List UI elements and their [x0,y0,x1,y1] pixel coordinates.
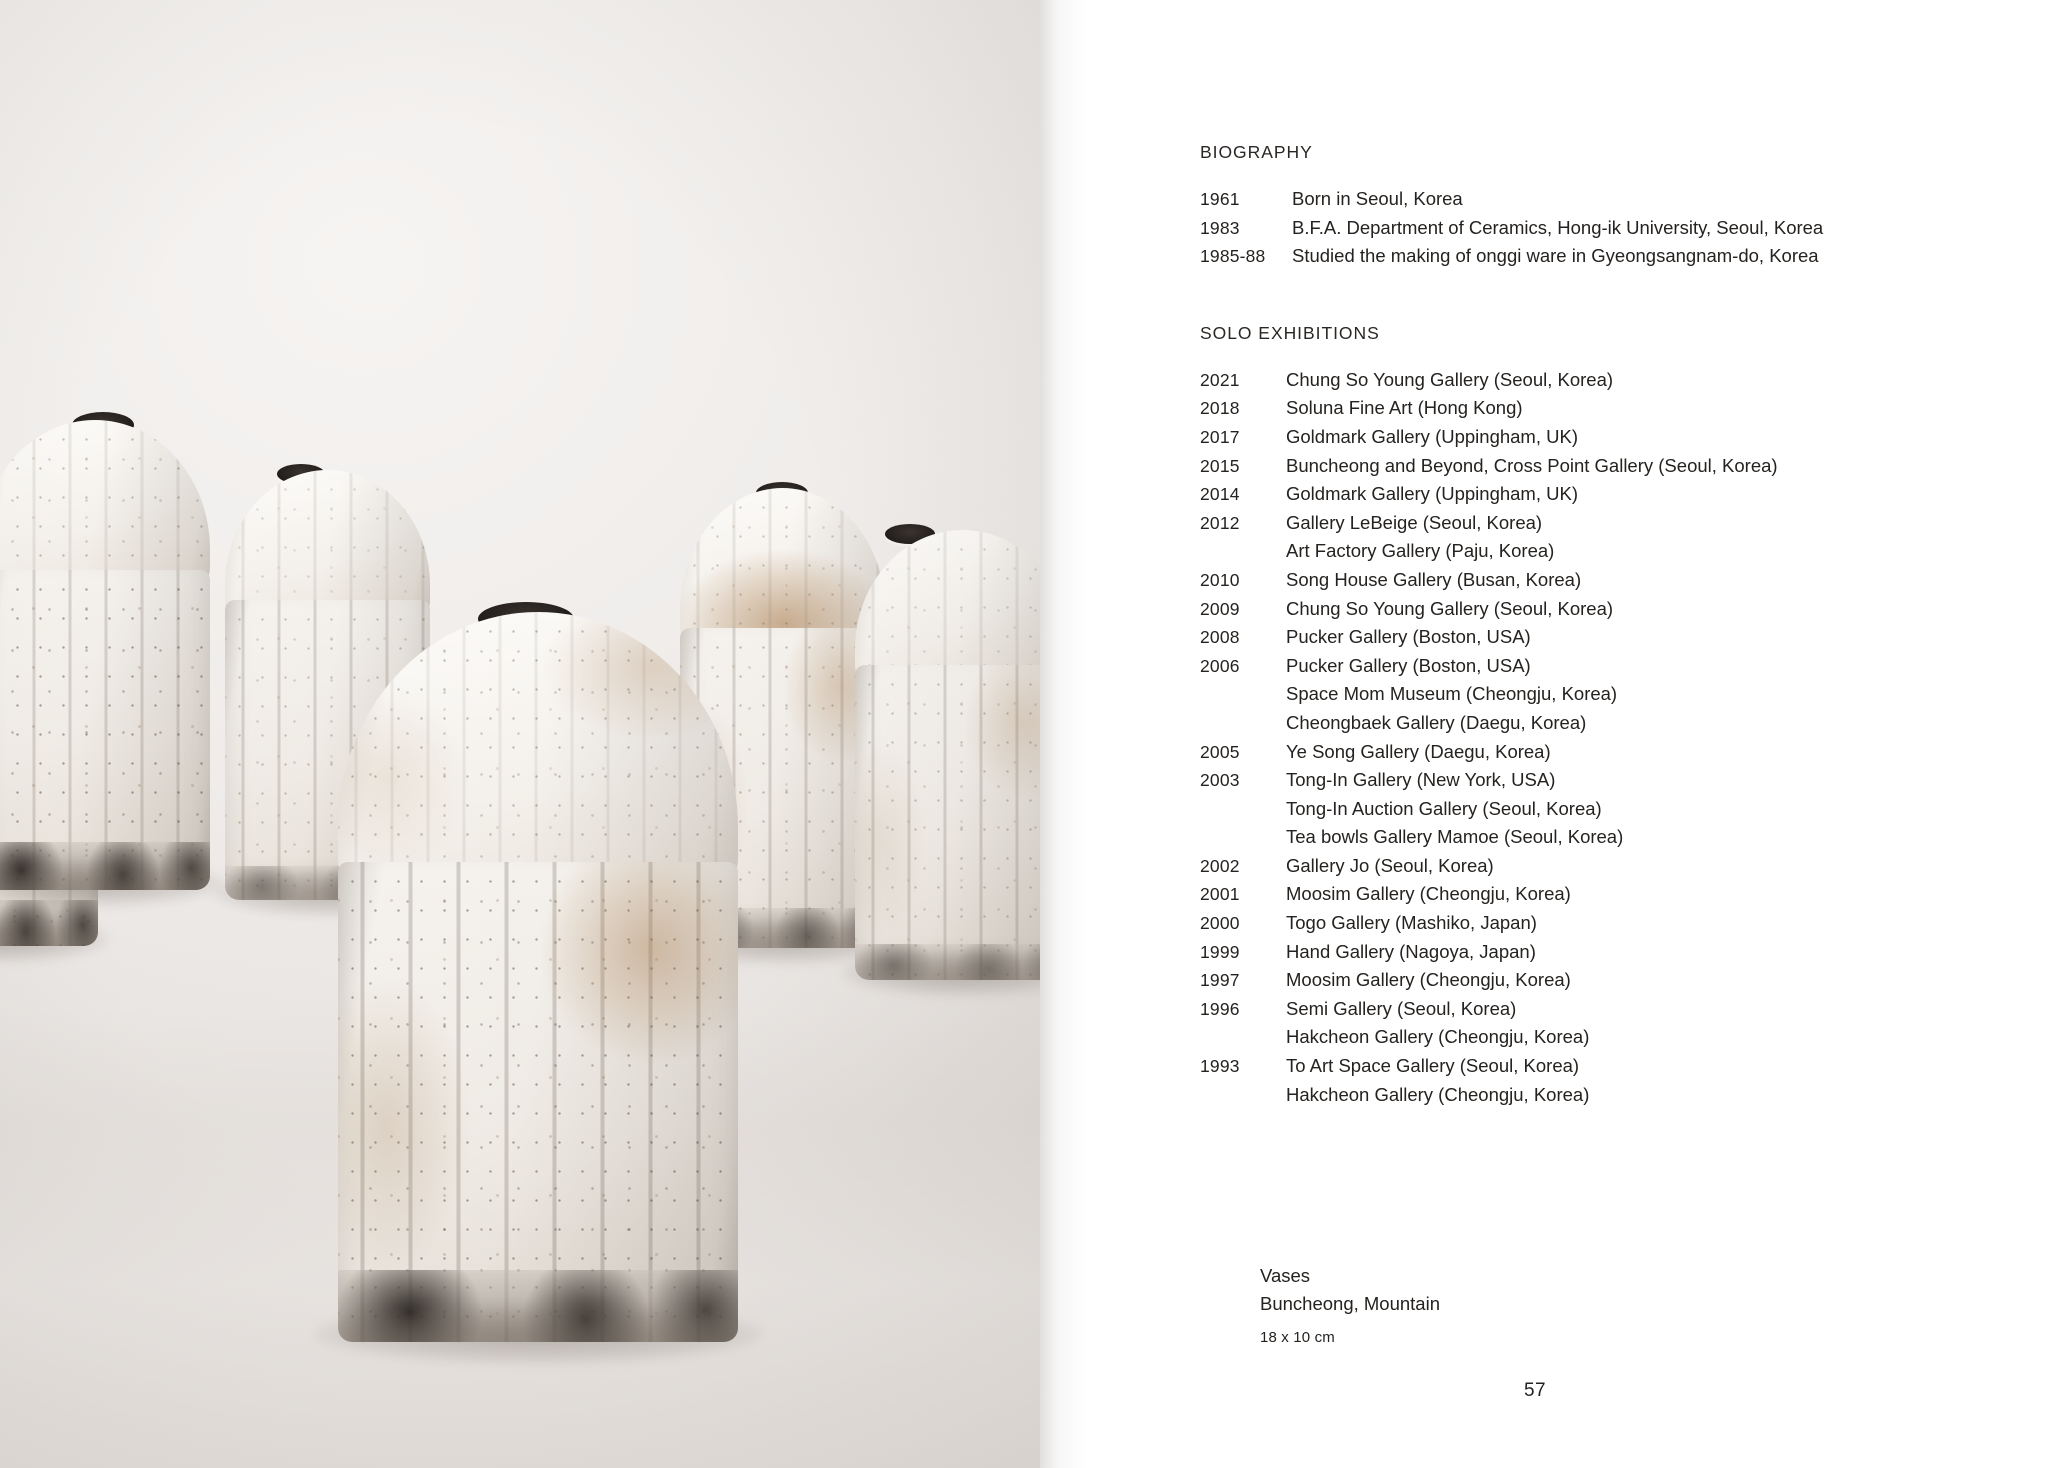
entry-text: Cheongbaek Gallery (Daegu, Korea) [1286,711,1587,733]
entry-year: 1996 [1200,998,1240,1019]
entry-year: 2009 [1200,598,1240,619]
list-item [1200,938,1960,967]
list-item [1200,366,1960,395]
entry-year: 2008 [1200,627,1240,648]
list-item [1200,185,1960,214]
entry-text: Goldmark Gallery (Uppingham, UK) [1286,425,1578,447]
entry-text: Born in Seoul, Korea [1292,188,1463,209]
biography-list [1200,185,1960,271]
entry-text: Moosim Gallery (Cheongju, Korea) [1286,883,1571,905]
list-item [1200,709,1960,738]
entry-text: B.F.A. Department of Ceramics, Hong-ik University, Seoul, Korea [1292,216,1824,238]
list-item [1200,652,1960,681]
list-item [1200,1052,1960,1081]
list-item [1200,595,1960,624]
list-item [1200,452,1960,481]
entry-year: 2000 [1200,913,1240,934]
list-item [1200,623,1960,652]
vase-iron-blush [855,665,1040,980]
entry-text: Space Mom Museum (Cheongju, Korea) [1286,683,1618,705]
entry-text: Tea bowls Gallery Mamoe (Seoul, Korea) [1286,826,1624,848]
vase-body [338,862,738,1342]
solo-exhibitions-heading: SOLO EXHIBITIONS [1200,322,1380,343]
caption-dimensions: 18 x 10 cm [1260,1329,1335,1346]
right-page-text [1040,0,2048,1468]
entry-year: 2012 [1200,512,1240,533]
vase-body [0,570,210,890]
list-item [1200,738,1960,767]
solo-exhibitions-list [1200,366,1960,1109]
entry-text: Pucker Gallery (Boston, USA) [1286,654,1531,676]
vase-body [855,665,1040,980]
list-item [1200,795,1960,824]
list-item [1200,880,1960,909]
list-item [1200,909,1960,938]
entry-year: 2021 [1200,369,1240,390]
vase-foreground-hero [338,612,738,1342]
entry-text: Gallery LeBeige (Seoul, Korea) [1286,511,1543,533]
vase-back-left [0,420,210,890]
list-item [1200,823,1960,852]
entry-year: 2003 [1200,770,1240,791]
entry-text: Ye Song Gallery (Daegu, Korea) [1286,740,1551,762]
list-item [1200,566,1960,595]
biography-heading: BIOGRAPHY [1200,142,1313,162]
entry-text: Chung So Young Gallery (Seoul, Korea) [1286,368,1614,390]
entry-text: Hand Gallery (Nagoya, Japan) [1286,940,1536,962]
list-item [1200,852,1960,881]
entry-year: 1983 [1200,217,1240,238]
entry-year: 1993 [1200,1056,1240,1077]
entry-text: Art Factory Gallery (Paju, Korea) [1286,540,1555,562]
entry-year: 2015 [1200,455,1240,476]
entry-year: 2006 [1200,655,1240,676]
list-item [1200,966,1960,995]
entry-text: Gallery Jo (Seoul, Korea) [1286,854,1494,876]
entry-text: Tong-In Auction Gallery (Seoul, Korea) [1286,797,1602,819]
entry-text: Studied the making of onggi ware in Gyeongsangnam-do, Korea [1292,245,1819,267]
entry-text: Pucker Gallery (Boston, USA) [1286,626,1531,648]
list-item [1200,680,1960,709]
entry-year: 1997 [1200,970,1240,991]
list-item [1200,509,1960,538]
entry-year: 2001 [1200,884,1240,905]
list-item [1200,423,1960,452]
entry-text: Tong-In Gallery (New York, USA) [1286,769,1556,791]
vase-back-far-right [855,530,1040,980]
entry-text: Semi Gallery (Seoul, Korea) [1286,997,1517,1019]
list-item [1200,537,1960,566]
caption-subtitle: Buncheong, Mountain [1260,1293,1440,1314]
entry-text: Goldmark Gallery (Uppingham, UK) [1286,483,1578,505]
entry-year: 2002 [1200,855,1240,876]
entry-text: Togo Gallery (Mashiko, Japan) [1286,912,1537,934]
list-item [1200,394,1960,423]
artwork-caption [1260,1262,1440,1352]
list-item [1200,242,1960,271]
entry-year: 1999 [1200,941,1240,962]
entry-text: Hakcheon Gallery (Cheongju, Korea) [1286,1083,1590,1105]
entry-year: 2017 [1200,426,1240,447]
entry-year: 2005 [1200,741,1240,762]
entry-text: Moosim Gallery (Cheongju, Korea) [1286,969,1571,991]
list-item [1200,214,1960,243]
entry-text: Chung So Young Gallery (Seoul, Korea) [1286,597,1614,619]
cv-text-column [1200,142,1960,1109]
list-item [1200,766,1960,795]
entry-year: 2018 [1200,398,1240,419]
entry-text: To Art Space Gallery (Seoul, Korea) [1286,1055,1580,1077]
list-item [1200,1081,1960,1110]
entry-year: 1961 [1200,189,1240,209]
list-item [1200,1023,1960,1052]
entry-text: Hakcheon Gallery (Cheongju, Korea) [1286,1026,1590,1048]
list-item [1200,995,1960,1024]
entry-text: Soluna Fine Art (Hong Kong) [1286,397,1523,419]
vase-shadow [314,1304,762,1364]
entry-text: Buncheong and Beyond, Cross Point Gallery (Seoul, Korea) [1286,454,1778,476]
entry-year: 2014 [1200,484,1240,505]
page-number: 57 [1524,1380,1546,1401]
entry-year: 2010 [1200,569,1240,590]
entry-year: 1985-88 [1200,246,1266,267]
entry-text: Song House Gallery (Busan, Korea) [1286,568,1582,590]
list-item [1200,480,1960,509]
caption-title: Vases [1260,1265,1311,1286]
